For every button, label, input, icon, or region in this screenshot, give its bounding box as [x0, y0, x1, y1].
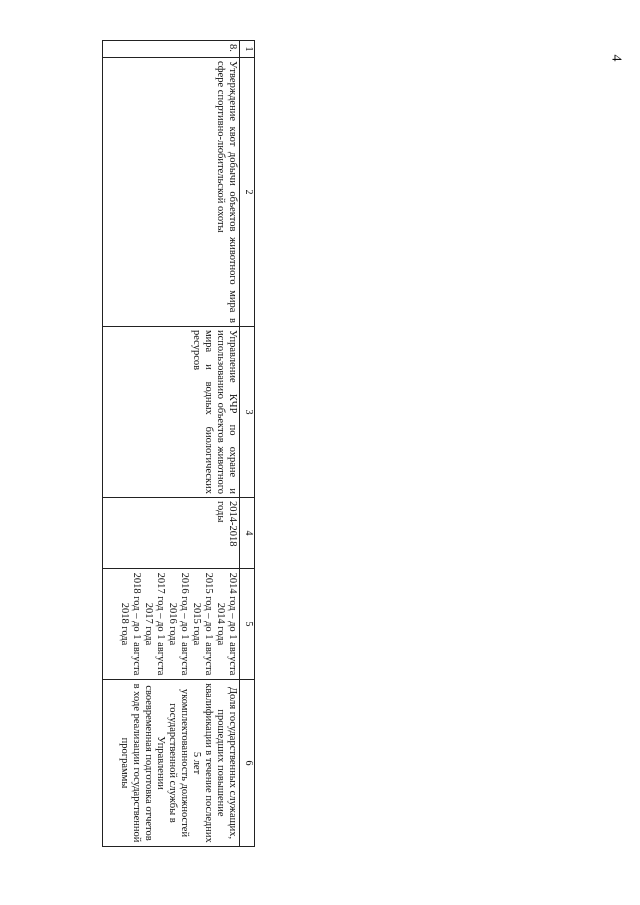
measures-table [102, 40, 255, 847]
header-col-5: 5 [240, 569, 255, 680]
header-col-4: 4 [240, 498, 255, 569]
deadline-2016: 2016 год – до 1 августа 2016 года [167, 572, 190, 676]
event-cell: Утверждение квот добычи объектов животного мира в сфере спортивно-любительской охоты [103, 58, 240, 327]
header-col-3: 3 [240, 327, 255, 498]
deadline-2014: 2014 год – до 1 августа 2014 года [215, 572, 238, 676]
deadline-2015: 2015 год – до 1 августа 2015 года [191, 572, 214, 676]
header-col-2: 2 [240, 58, 255, 327]
header-col-1: 1 [240, 41, 255, 58]
deadlines-cell [103, 569, 240, 680]
responsible-cell: Управление КЧР по охране и использованию объектов животного мира и водных биологических ресурсов [103, 327, 240, 498]
deadline-2018: 2018 год – до 1 августа 2018 года [119, 572, 142, 676]
row-number: 8. [103, 41, 240, 58]
indicator-reports: своевременная подготовка отчетов в ходе реализации государственной программы [119, 683, 154, 843]
table-row [103, 41, 240, 847]
period-cell: 2014-2018 годы [103, 498, 240, 569]
indicator-staffing: укомплектованность должностей государственной службы в Управлении [155, 688, 190, 838]
measures-table-rotated [105, 40, 255, 843]
header-col-6: 6 [240, 680, 255, 847]
indicator-training: Доля государственных служащих, прошедших повышение квалификации в течение последних 5 лет [191, 683, 238, 843]
deadline-2017: 2017 год – до 1 августа 2017 года [143, 572, 166, 676]
indicators-cell [103, 680, 240, 847]
table-header-row [240, 41, 255, 847]
page-number: 4 [608, 54, 624, 62]
